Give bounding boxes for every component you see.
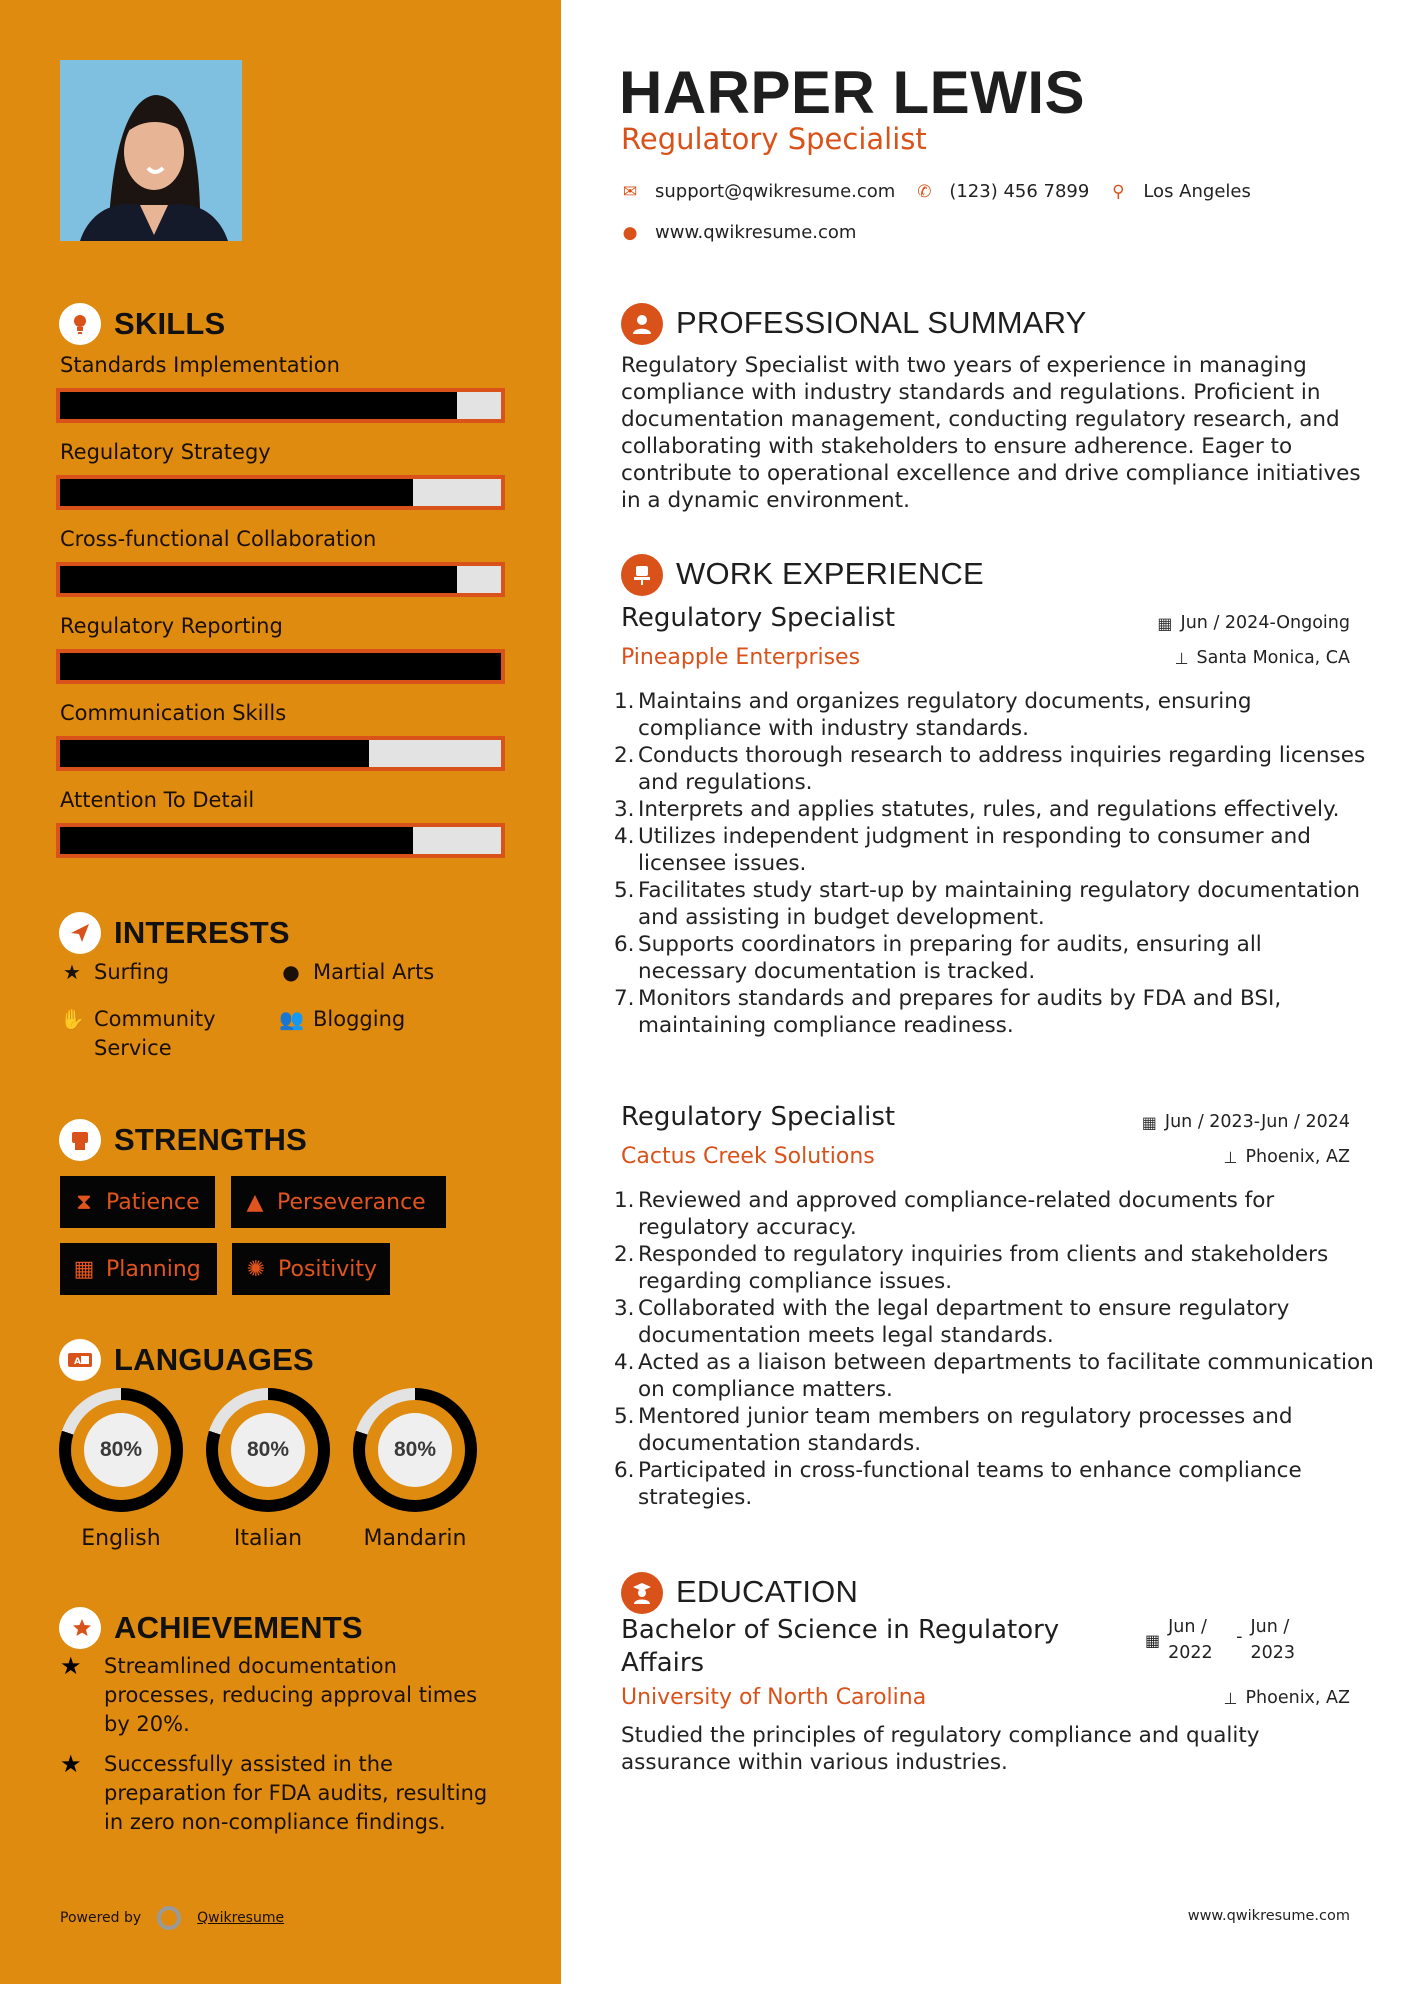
skill-label: Regulatory Reporting [60,614,283,638]
language-name: Mandarin [363,1526,467,1551]
duty-item: 7. Monitors standards and prepares for audits by FDA and BSI, maintaining compliance readiness. [614,986,1282,1038]
language-percent: 80% [378,1413,452,1487]
experience-title: WORK EXPERIENCE [676,556,984,591]
duty-item: 2. Responded to regulatory inquiries from clients and stakeholders regarding compliance issues. [614,1242,1329,1294]
skill-bar [56,562,505,597]
pushpin-icon: ⊥ [1223,1688,1238,1708]
language-percent: 80% [84,1413,158,1487]
users-icon: 👥 [279,1007,304,1031]
calendar-icon: ▦ [1141,1112,1157,1132]
calendar-icon: ▦ [1145,1631,1161,1650]
language-percent: 80% [231,1413,305,1487]
language-item [59,1388,183,1551]
language-ring [353,1388,477,1512]
duty-item: 5. Mentored junior team members on regulatory processes and documentation standards. [614,1404,1293,1456]
language-name: English [81,1526,161,1551]
hourglass-icon: ⧗ [76,1189,92,1215]
calendar-icon: ▦ [1157,613,1173,633]
footer-website[interactable]: www.qwikresume.com [1187,1908,1350,1924]
powered-by: Powered by Qwikresume [60,1906,284,1930]
duty-item: 6. Supports coordinators in preparing for audits, ensuring all necessary documentation is tracked. [614,932,1262,984]
skill-bar [56,649,505,684]
job-dates: ▦ Jun / 2023-Jun / 2024 [1141,1112,1350,1132]
chair-icon [621,554,663,596]
skill-bar [56,736,505,771]
strength-badge: ▲ Perseverance [231,1176,446,1228]
qwikresume-link[interactable]: Qwikresume [197,1910,285,1926]
location: Los Angeles [1143,181,1251,202]
star-icon: ★ [63,960,81,984]
graduate-icon [621,1572,663,1614]
envelope-icon: ✉ [622,181,638,202]
language-ring [59,1388,183,1512]
education-dates: ▦ Jun / 2022 - Jun / 2023 [1145,1614,1295,1666]
duty-item: 6. Participated in cross-functional teams to enhance compliance strategies. [614,1458,1302,1510]
job-title: Regulatory Specialist [621,1102,896,1132]
duty-item: 1. Maintains and organizes regulatory documents, ensuring compliance with industry standards. [614,689,1252,741]
skills-title: SKILLS [114,306,226,341]
sidebar [0,0,561,1984]
skill-label: Regulatory Strategy [60,440,271,464]
globe-icon: ● [282,960,300,984]
company-name: Cactus Creek Solutions [621,1144,875,1169]
language-item [353,1388,477,1551]
achievement-item: ★ Streamlined documentation processes, reducing approval times by 20%. [60,1652,490,1739]
profile-photo [60,60,242,241]
job-location: ⊥ Santa Monica, CA [1174,648,1350,668]
skill-bar-fill [60,392,457,419]
languages-title: LANGUAGES [114,1342,314,1377]
job-dates: ▦ Jun / 2024-Ongoing [1157,613,1350,633]
skill-label: Communication Skills [60,701,287,725]
skill-bar [56,475,505,510]
interest-item: 👥 Blogging [279,1005,405,1034]
language-ring [206,1388,330,1512]
interests-title: INTERESTS [114,915,290,950]
strengths-title: STRENGTHS [114,1122,307,1157]
job-location: ⊥ Phoenix, AZ [1223,1147,1350,1167]
job-title: Regulatory Specialist [621,603,896,633]
skill-bar-fill [60,740,369,767]
skill-bar-fill [60,653,501,680]
skill-bar [56,823,505,858]
skill-bar [56,388,505,423]
phone[interactable]: (123) 456 7899 [949,181,1090,202]
contact-row [621,181,1251,202]
lightbulb-icon [59,303,101,345]
degree: Bachelor of Science in Regulatory Affairs [621,1615,1060,1678]
svg-text:A: A [74,1357,81,1367]
strength-badge: ▦ Planning [60,1243,217,1295]
skill-bar-fill [60,479,413,506]
road-icon: ▲ [246,1189,264,1215]
duties-list [614,1187,1374,1511]
achievements-title: ACHIEVEMENTS [114,1610,363,1645]
strength-badge: ⧗ Patience [60,1176,215,1228]
email[interactable]: support@qwikresume.com [655,181,896,202]
language-name: Italian [233,1526,303,1551]
pushpin-icon: ⊥ [1223,1147,1238,1167]
candidate-role: Regulatory Specialist [621,122,927,156]
sun-icon: ✺ [246,1256,266,1282]
skill-label: Attention To Detail [60,788,255,812]
achievement-star-icon [59,1607,101,1649]
pushpin-icon: ⊥ [1174,648,1189,668]
skill-bar-fill [60,827,413,854]
qwikresume-logo-icon [157,1906,181,1930]
calendar-icon: ▦ [73,1256,95,1282]
education-description: Studied the principles of regulatory compliance and quality assurance within various industries. [621,1723,1260,1775]
strength-badge: ✺ Positivity [232,1243,390,1295]
translate-icon [59,1339,101,1381]
interest-item: ✋ Community Service [60,1007,216,1060]
duty-item: 4. Utilizes independent judgment in responding to consumer and licensee issues. [614,824,1311,876]
map-pin-icon: ⚲ [1112,181,1125,202]
phone-icon: ✆ [917,181,932,202]
shooting-star-icon: ★ [60,1652,82,1680]
language-item [206,1388,330,1551]
duty-item: 5. Facilitates study start-up by maintaining regulatory documentation and assisting in budget development. [614,878,1361,930]
fist-icon [59,1119,101,1161]
education-title: EDUCATION [676,1574,859,1609]
shooting-star-icon: ★ [60,1750,82,1778]
achievement-item: ★ Successfully assisted in the preparation for FDA audits, resulting in zero non-compliance findings. [60,1750,490,1837]
summary-text: Regulatory Specialist with two years of experience in managing compliance with industry standards and regulations. Proficient in documentation management, conducting regulatory research, and collaborating with stakeholders to ensure adherence. Eager to contribute to operational excellence and drive compliance initiatives in a dynamic environment. [621,353,1361,513]
skill-bar-fill [60,566,457,593]
duty-item: 1. Reviewed and approved compliance-related documents for regulatory accuracy. [614,1188,1275,1240]
paper-plane-icon [59,912,101,954]
duty-item: 2. Conducts thorough research to address inquiries regarding licenses and regulations. [614,743,1366,795]
company-name: Pineapple Enterprises [621,645,861,670]
summary-title: PROFESSIONAL SUMMARY [676,305,1087,340]
interest-item: ★ Surfing [60,958,169,987]
candidate-name: HARPER LEWIS [619,59,1086,126]
globe-icon: ● [622,222,638,243]
website-row [621,222,856,243]
school-name: University of North Carolina [621,1685,927,1710]
skill-label: Standards Implementation [60,353,340,377]
skill-label: Cross-functional Collaboration [60,527,377,551]
interest-item: ● Martial Arts [279,958,434,987]
duty-item: 3. Interprets and applies statutes, rules, and regulations effectively. [614,797,1340,822]
education-location: ⊥ Phoenix, AZ [1223,1688,1350,1708]
duty-item: 3. Collaborated with the legal department to ensure regulatory documentation meets legal standards. [614,1296,1290,1348]
hand-icon: ✋ [60,1007,85,1031]
website[interactable]: www.qwikresume.com [655,222,857,243]
user-icon [621,303,663,345]
duties-list [614,688,1374,1039]
duty-item: 4. Acted as a liaison between departments to facilitate communication on compliance matters. [614,1350,1374,1402]
